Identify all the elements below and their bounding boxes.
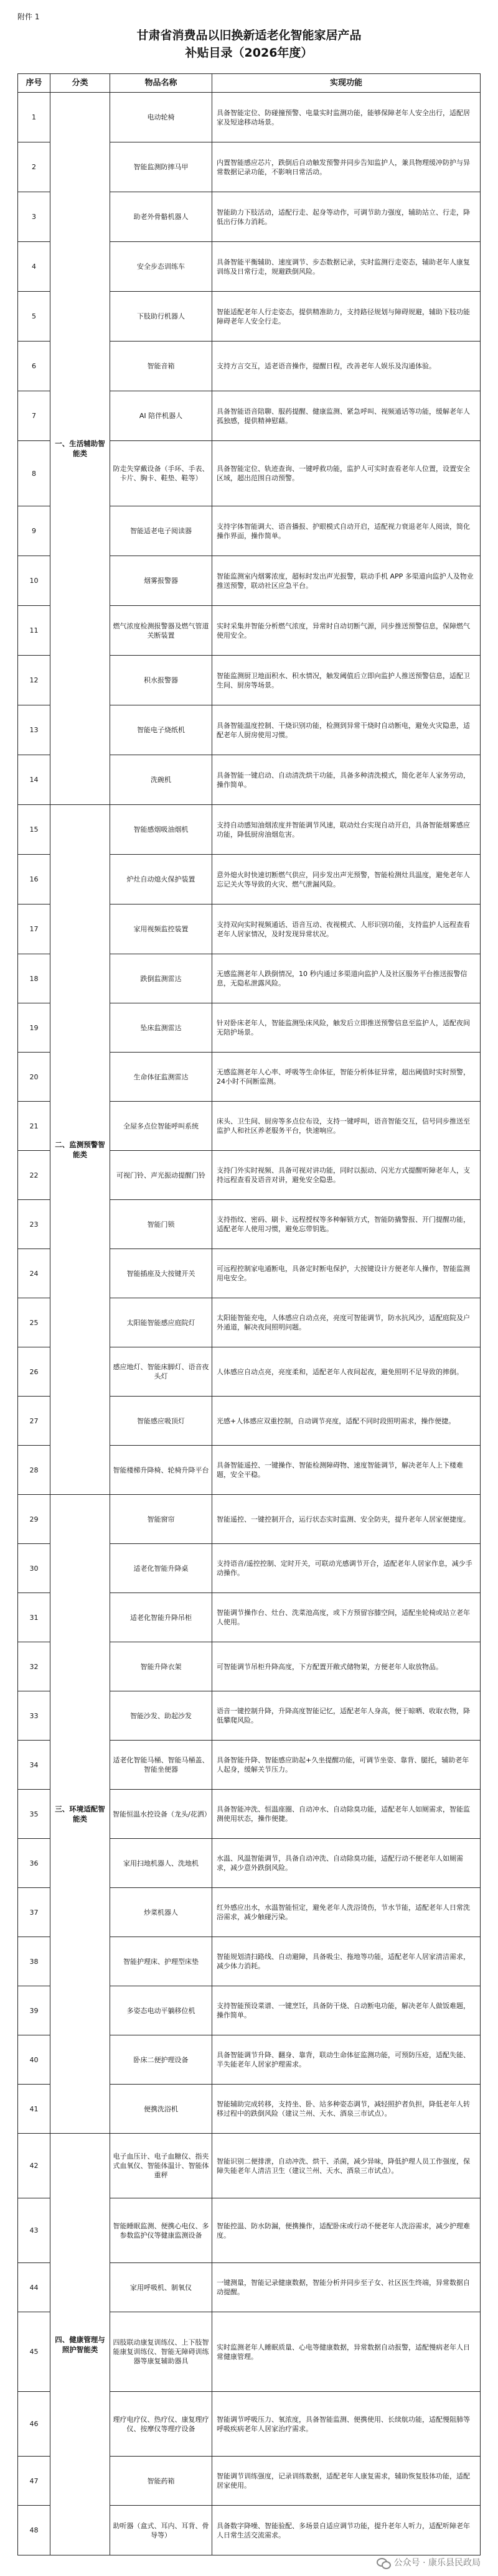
item-name: 适老化智能升降桌: [110, 1544, 212, 1593]
category-cell: 三、环境适配智能类: [50, 1495, 110, 2134]
item-number: 20: [18, 1053, 50, 1102]
item-number: 17: [18, 904, 50, 954]
item-name: 燃气浓度检测报警器及燃气管道关断装置: [110, 606, 212, 656]
item-number: 44: [18, 2263, 50, 2312]
item-number: 4: [18, 242, 50, 292]
item-name: 智能药箱: [110, 2457, 212, 2506]
header-cell: 物品名称: [110, 74, 212, 93]
item-function: 一键测量，智能记录健康数据，智能分析并同步至子女、社区医生终端，异常数据自动提醒。: [212, 2263, 480, 2312]
item-function: 人体感应自动点亮，亮度柔和，适配老年人夜间起夜，避免照明不足导致的摔倒。: [212, 1347, 480, 1397]
item-function: 可远程控制家电通断电，具备定时断电保护，大按键设计方便老年人操作，智能监测用电安全。: [212, 1249, 480, 1298]
category-cell: 一、生活辅助智能类: [50, 93, 110, 805]
item-number: 14: [18, 755, 50, 805]
annex-label: 附件 1: [17, 12, 40, 21]
item-name: 家用视频监控装置: [110, 904, 212, 954]
item-name: 跌倒监测雷达: [110, 954, 212, 1003]
item-number: 41: [18, 2085, 50, 2134]
item-name: 智能楼梯升降椅、轮椅升降平台: [110, 1446, 212, 1495]
item-number: 45: [18, 2312, 50, 2392]
item-function: 具备智能定位、轨迹查询、一键呼救功能，监护人可实时查看老年人位置，设置安全区域，超出范围自动预警。: [212, 441, 480, 506]
item-function: 支持指纹、密码、刷卡、远程授权等多种解锁方式，智能防撬警报、开门提醒功能，适配老年人使用习惯，避免忘带钥匙。: [212, 1200, 480, 1249]
item-number: 30: [18, 1544, 50, 1593]
item-number: 2: [18, 142, 50, 192]
page-subtitle: 补贴目录（2026年度）: [185, 46, 313, 60]
item-name: 助老外骨骼机器人: [110, 192, 212, 242]
item-function: 实时监测老年人睡眠质量、心电等健康数据，异常数据自动报警，适配慢病老年人日常健康管理。: [212, 2312, 480, 2392]
item-function: 具备智能一键启动、自动清洗烘干功能，具备多种清洗模式，简化老年人家务劳动，操作简单。: [212, 755, 480, 805]
item-name: 感应地灯、智能床脚灯、语音夜头灯: [110, 1347, 212, 1397]
item-function: 智能识别二便排泄，自动冲洗、烘干、杀菌，减少异味，降低护理人员工作强度，保障失能老年人清洁卫生（建议兰州、天水、酒泉三市试点）。: [212, 2134, 480, 2198]
item-name: 智能门锁: [110, 1200, 212, 1249]
item-function: 具备智能平衡辅助、速度调节、步态数据记录，实时监测行走姿态，辅助老年人康复训练及日常行走，规避跌倒风险。: [212, 242, 480, 292]
item-name: 适老化智能升降吊柜: [110, 1593, 212, 1642]
item-number: 11: [18, 606, 50, 656]
item-number: 9: [18, 506, 50, 556]
item-name: 卧床二便护理设备: [110, 2035, 212, 2085]
item-number: 43: [18, 2198, 50, 2263]
item-function: 无感监测老年人心率、呼吸等生命体征，智能分析体征异常，超出阈值时实时预警，24小时不间断监测。: [212, 1053, 480, 1102]
watermark-text: 公众号 · 康乐县民政局: [393, 2558, 481, 2568]
item-number: 39: [18, 1986, 50, 2035]
category-cell: 四、健康管理与照护智能类: [50, 2134, 110, 2555]
item-function: 智能遥控、一键控制开合，运行状态实时监测、安全防夹，提升老年人居家便捷度。: [212, 1495, 480, 1544]
item-name: 智能适老电子阅读器: [110, 506, 212, 556]
item-function: 具备智能冲洗、恒温座圈、自动冲水、自动除臭功能，适配老年人如厕需求，智能监测使用状态，操作便捷。: [212, 1790, 480, 1839]
item-function: 智能调节操作台、灶台、洗菜池高度，或下方预留容膝空间，适配坐轮椅或站立老年人使用。: [212, 1593, 480, 1642]
item-number: 7: [18, 391, 50, 441]
item-name: 智能电子烧纸机: [110, 705, 212, 755]
item-name: 家用呼吸机、制氧仪: [110, 2263, 212, 2312]
item-function: 具备智能语音陪聊、服药提醒、健康监测、紧急呼叫、视频通话等功能，缓解老年人孤独感，提供精神慰藉。: [212, 391, 480, 441]
item-name: 太阳能智能感应庭院灯: [110, 1298, 212, 1347]
item-name: 家用扫地机器人、洗地机: [110, 1839, 212, 1888]
header-cell: 实现功能: [212, 74, 480, 93]
item-function: 水温、风温智能调节，具备自动冲洗、自动除臭功能，适配行动不便老年人如厕需求，减少意外跌倒风险。: [212, 1839, 480, 1888]
item-number: 3: [18, 192, 50, 242]
item-name: 下肢助行机器人: [110, 292, 212, 342]
item-function: 智能助力下肢活动，适配行走、起身等动作，可调节助力强度，辅助站立、行走，降低出行体力消耗。: [212, 192, 480, 242]
item-number: 16: [18, 855, 50, 904]
item-name: 理疗电疗仪、热疗仪、康复理疗仪、按摩仪等理疗设备: [110, 2392, 212, 2457]
catalog-table: [17, 73, 481, 2555]
item-function: 具备智能升降、智能感应助起+久坐提醒功能，可调节坐姿、靠背、腿托，辅助老年人起身，缓解关节压力。: [212, 1741, 480, 1790]
item-number: 40: [18, 2035, 50, 2085]
item-number: 34: [18, 1741, 50, 1790]
item-name: 多姿态电动平躺移位机: [110, 1986, 212, 2035]
item-number: 48: [18, 2506, 50, 2555]
item-function: 具备智能定位、防碰撞预警、电量实时监测功能，能够保障老年人安全出行，适配居家及短途移动场景。: [212, 93, 480, 142]
item-name: 坠床监测雷达: [110, 1003, 212, 1053]
item-name: 智能睡眠监测、便携心电仪、多参数监护仪等健康监测设备: [110, 2198, 212, 2263]
catalog-grid: [18, 74, 480, 2555]
item-function: 支持字体智能调大、语音播报、护眼模式自动开启，适配视力衰退老年人阅读，简化操作界面，操作简单。: [212, 506, 480, 556]
item-function: 支持门外实时视频、具备可视对讲功能，同时以振动、闪光方式提醒听障老年人，支持远程查看及语音对讲，避免安全隐患。: [212, 1151, 480, 1200]
item-function: 针对卧床老年人，智能监测坠床风险，触发后立即推送预警信息至监护人，适配夜间无陪护场景。: [212, 1003, 480, 1053]
item-number: 21: [18, 1102, 50, 1151]
item-number: 26: [18, 1347, 50, 1397]
item-function: 实时采集并智能分析燃气浓度，异常时自动切断气源，同步推送预警信息，保障燃气使用安全。: [212, 606, 480, 656]
item-function: 支持双向实时视频通话、语音互动、夜视模式、人形识别功能，支持监护人远程查看老年人居家情况，及时发现异常状况。: [212, 904, 480, 954]
item-name: 炒菜机器人: [110, 1888, 212, 1937]
item-name: 智能窗帘: [110, 1495, 212, 1544]
wechat-icon: [377, 2557, 390, 2568]
item-name: 积水报警器: [110, 656, 212, 705]
item-name: 生命体征监测雷达: [110, 1053, 212, 1102]
item-function: 意外熄火时快速切断燃气供应，同步发出声光预警，智能检测灶具温度，避免老年人忘记关火等导致的火灾、燃气泄漏风险。: [212, 855, 480, 904]
item-number: 29: [18, 1495, 50, 1544]
item-number: 1: [18, 93, 50, 142]
item-function: 语音一键控制升降，升降高度智能记忆，适配老年人身高，便于晾晒、收取衣物，降低攀爬风险。: [212, 1691, 480, 1741]
category-cell: 二、监测预警智能类: [50, 805, 110, 1495]
item-function: 智能规划清扫路线、自动避障，具备吸尘、拖地等功能，适配老年人居家清洁需求，减少体力消耗。: [212, 1937, 480, 1986]
item-number: 12: [18, 656, 50, 705]
item-number: 10: [18, 556, 50, 606]
item-name: 智能插座及大按键开关: [110, 1249, 212, 1298]
item-function: 具备智能温度控制、干烧识别功能，检测到异常干烧时自动断电，避免火灾隐患，适配老年人厨房使用习惯。: [212, 705, 480, 755]
item-name: 洗碗机: [110, 755, 212, 805]
item-number: 18: [18, 954, 50, 1003]
item-name: 全屋多点位智能呼叫系统: [110, 1102, 212, 1151]
item-number: 13: [18, 705, 50, 755]
item-number: 46: [18, 2392, 50, 2457]
item-number: 15: [18, 805, 50, 855]
item-name: 智能沙发、助起沙发: [110, 1691, 212, 1741]
item-name: 助听器（盒式、耳内、耳背、骨导等）: [110, 2506, 212, 2555]
item-function: 内置智能感应芯片，跌倒后自动触发预警并同步告知监护人，兼具物理缓冲防护与异常数据记录功能，不影响日常活动。: [212, 142, 480, 192]
item-function: 智能控温、防水防漏，便携操作，适配卧床或行动不便老年人洗浴需求，减少护理难度。: [212, 2198, 480, 2263]
item-number: 23: [18, 1200, 50, 1249]
item-number: 35: [18, 1790, 50, 1839]
item-function: 无感监测老年人跌倒情况，10 秒内通过多渠道向监护人及社区服务平台推送报警信息，无隐私泄露风险。: [212, 954, 480, 1003]
item-name: 智能感烟吸油烟机: [110, 805, 212, 855]
item-name: 防走失穿戴设备（手环、手表、卡片、胸卡、鞋垫、鞋等）: [110, 441, 212, 506]
item-function: 智能辅助完成转移，支持坐、卧、站多种姿态调节，减轻照护者负担，降低老年人转移过程中的跌倒风险（建议兰州、天水、酒泉三市试点）。: [212, 2085, 480, 2134]
item-number: 5: [18, 292, 50, 342]
item-number: 36: [18, 1839, 50, 1888]
item-number: 38: [18, 1937, 50, 1986]
item-function: 智能监测厨卫地面积水、积水情况，触发阈值后立即向监护人推送预警信息，适配卫生间、厨房等场景。: [212, 656, 480, 705]
item-number: 19: [18, 1003, 50, 1053]
item-function: 红外感应出水，水温智能恒定，避免老年人洗浴烫伤，节水节能，适配老年人日常洗浴需求，减少触碰污染。: [212, 1888, 480, 1937]
item-function: 支持智能预设菜谱、一键烹饪，具备防干烧、自动断电功能，解决老年人做饭难题，操作简单。: [212, 1986, 480, 2035]
item-function: 具备智能调节升降、翻身、靠背，联动生命体征监测功能，可预防压疮，适配失能、半失能老年人居家护理需求。: [212, 2035, 480, 2085]
item-function: 智能适配老年人行走姿态，提供精准助力，支持路径规划与障碍规避，辅助下肢功能障碍老年人安全行走。: [212, 292, 480, 342]
item-function: 床头、卫生间、厨房等多点位布设，支持一键呼叫，语音智能交互，信号同步推送至监护人和社区养老服务平台，快速响应。: [212, 1102, 480, 1151]
item-number: 31: [18, 1593, 50, 1642]
item-number: 24: [18, 1249, 50, 1298]
header-cell: 分类: [50, 74, 110, 93]
item-name: AI 陪伴机器人: [110, 391, 212, 441]
page-title: 甘肃省消费品以旧换新适老化智能家居产品: [136, 29, 362, 42]
header-cell: 序号: [18, 74, 50, 93]
item-name: 电动轮椅: [110, 93, 212, 142]
item-number: 27: [18, 1397, 50, 1446]
watermark: [377, 2556, 481, 2569]
item-name: 可视门铃、声光振动提醒门铃: [110, 1151, 212, 1200]
item-name: 智能感应吸顶灯: [110, 1397, 212, 1446]
item-function: 支持语音/遥控控制、定时开关，可联动光感调节开合，适配老年人居家作息，减少手动操作。: [212, 1544, 480, 1593]
item-function: 具备智能遥控、一键操作、智能检测障碍物、速度智能调节，解决老年人上下楼难题，安全平稳。: [212, 1446, 480, 1495]
item-number: 47: [18, 2457, 50, 2506]
item-function: 光感+人体感应双重控制，自动调节亮度，适配不同时段照明需求，操作便捷。: [212, 1397, 480, 1446]
item-number: 32: [18, 1642, 50, 1691]
item-function: 太阳能智能充电，人体感应自动点亮，亮度可智能调节，防水抗风沙，适配庭院及户外通道，解决夜间照明问题。: [212, 1298, 480, 1347]
item-number: 25: [18, 1298, 50, 1347]
item-number: 33: [18, 1691, 50, 1741]
item-number: 6: [18, 342, 50, 391]
item-function: 智能调节训练强度，记录训练数据，适配老年人康复需求，辅助恢复肢体功能，适配居家使用。: [212, 2457, 480, 2506]
item-function: 支持自动感知油烟浓度并智能调节风速，联动灶台实现自动开启，具备智能烟雾感应功能，降低厨房油烟危害。: [212, 805, 480, 855]
item-number: 42: [18, 2134, 50, 2198]
item-name: 烟雾报警器: [110, 556, 212, 606]
item-number: 37: [18, 1888, 50, 1937]
item-function: 智能调节呼吸压力、氧浓度，具备智能监测、便携使用、长续航功能，适配慢阻肺等呼吸疾病老年人居家治疗需求。: [212, 2392, 480, 2457]
item-name: 智能监测防摔马甲: [110, 142, 212, 192]
item-function: 具备数字降噪、智能验配、多场景自适应调节功能，提升老年人听力，适配听障老年人日常生活交流需求。: [217, 2521, 470, 2539]
item-number: 22: [18, 1151, 50, 1200]
item-number: 28: [18, 1446, 50, 1495]
item-name: 电子血压计、电子血糖仪、指夹式血氧仪、智能体温计、智能体重秤: [110, 2134, 212, 2198]
item-function: 智能监测室内烟雾浓度，超标时发出声光报警，联动手机 APP 多渠道向监护人及物业推送预警，联动社区应急平台。: [212, 556, 480, 606]
item-name: 智能升降衣架: [110, 1642, 212, 1691]
item-name: 安全步态训练车: [110, 242, 212, 292]
item-name: 便携洗浴机: [110, 2085, 212, 2134]
item-name: 智能音箱: [110, 342, 212, 391]
item-number: 8: [18, 441, 50, 506]
item-name: 适老化智能马桶、智能马桶盖、智能坐便器: [110, 1741, 212, 1790]
item-name: 智能护理床、护理型床垫: [110, 1937, 212, 1986]
item-name: 四肢联动康复训练仪、上下肢智能康复训练仪、智能无障碍训练器等康复辅助器具: [110, 2312, 212, 2392]
item-name: 智能恒温水控设备（龙头/花洒）: [110, 1790, 212, 1839]
item-function: 可智能调节吊柜升降高度，下方配置开敞式储物架，方便老年人取放物品。: [212, 1642, 480, 1691]
item-function: 支持方言交互，适老语音操作，提醒日程，改善老年人娱乐及沟通体验。: [212, 342, 480, 391]
item-name: 炉灶自动熄火保护装置: [110, 855, 212, 904]
